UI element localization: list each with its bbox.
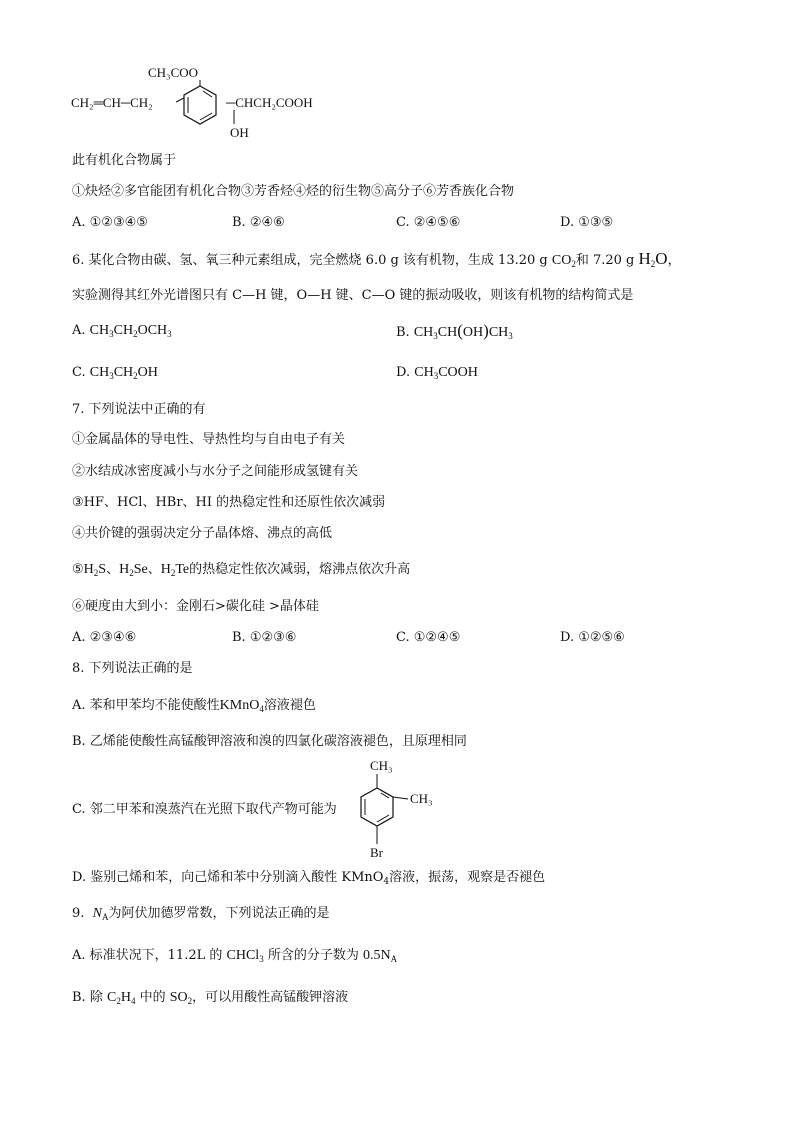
q6-option-b[interactable]: B. $CH_3CH(OH)CH_3$: [396, 321, 513, 341]
q7-statement-1: ①金属晶体的导电性、导热性均与自由电子有关: [72, 432, 346, 447]
q6-line2: 实验测得其红外光谱图只有 C—H 键，O—H 键、C—O 键的振动吸收，则该有机物的结构简式是: [72, 288, 634, 303]
structure2-bottom: Br: [370, 845, 383, 860]
structure2-right: CH₃: [410, 791, 433, 806]
structure-diagram-2: [350, 756, 450, 866]
q7-stem: 7. 下列说法中正确的有: [72, 402, 206, 417]
q5-option-b[interactable]: B. ②④⑥: [232, 215, 285, 230]
structure1-left: CH₂═CH─CH₂: [71, 95, 153, 110]
q7-option-d[interactable]: D. ①②⑤⑥: [560, 630, 625, 645]
benzene-ring-2: [361, 788, 393, 826]
q9-option-a[interactable]: A. 标准状况下，11.2L 的 CHCl$_3$ 所含的分子数为 $0.5N_A$: [72, 948, 398, 964]
q9-stem: 9. $N_A$为阿伏加德罗常数，下列说法正确的是: [72, 906, 330, 922]
q5-items: ①炔烃②多官能团有机化合物③芳香烃④烃的衍生物⑤高分子⑥芳香族化合物: [72, 184, 515, 199]
structure1-right: ─CHCH₂COOH: [226, 95, 313, 110]
q7-statement-6: ⑥硬度由大到小：金刚石>碳化硅 >晶体硅: [72, 599, 319, 614]
q5-option-d[interactable]: D. ①③⑤: [560, 215, 614, 230]
benzene-ring: [184, 86, 216, 124]
q5-stem: 此有机化合物属于: [72, 153, 177, 168]
q6-line1: 6. 某化合物由碳、氢、氧三种元素组成，完全燃烧 6.0 g 该有机物，生成 13.20 g $CO_2$和 7.20 g $H_2O$，: [72, 249, 681, 269]
q6-option-d[interactable]: D. $CH_3COOH$: [396, 365, 478, 381]
q7-option-b[interactable]: B. ①②③⑥: [232, 630, 297, 645]
q9-option-b[interactable]: B. 除 $C_2H_4$ 中的 $SO_2$，可以用酸性高锰酸钾溶液: [72, 990, 349, 1006]
q7-statement-5: $⑤H_2S$、$H_2Se$、$H_2Te$的热稳定性依次减弱，熔沸点依次升高: [72, 562, 411, 578]
q8-option-d[interactable]: D. 鉴别己烯和苯，向己烯和苯中分别滴入酸性 KMnO$_4$溶液，振荡，观察是否褪色: [72, 870, 546, 887]
q7-statement-3: ③HF、HCl、HBr、HI 的热稳定性和还原性依次减弱: [72, 495, 386, 510]
q8-option-a[interactable]: A. 苯和甲苯均不能使酸性KMnO$_4$溶液褪色: [72, 698, 316, 714]
q8-option-c[interactable]: C. 邻二甲苯和溴蒸汽在光照下取代产物可能为: [72, 802, 337, 817]
q5-option-a[interactable]: A. ①②③④⑤: [72, 215, 148, 230]
q8-option-b[interactable]: B. 乙烯能使酸性高锰酸钾溶液和溴的四氯化碳溶液褪色，且原理相同: [72, 734, 467, 749]
q7-option-c[interactable]: C. ①②④⑤: [396, 630, 461, 645]
q7-statement-2: ②水结成冰密度减小与水分子之间能形成氢键有关: [72, 464, 359, 479]
q6-option-c[interactable]: C. $CH_3CH_2OH$: [72, 365, 158, 381]
structure1-top: CH₃COO: [148, 65, 199, 80]
structure1-bottom: OH: [230, 125, 249, 140]
q7-option-a[interactable]: A. ②③④⑥: [72, 630, 137, 645]
q8-stem: 8. 下列说法正确的是: [72, 661, 193, 676]
structure2-top: CH₃: [370, 758, 393, 773]
q5-option-c[interactable]: C. ②④⑤⑥: [396, 215, 461, 230]
structure-diagram-1: [60, 58, 350, 148]
q7-statement-4: ④共价键的强弱决定分子晶体熔、沸点的高低: [72, 526, 333, 541]
q6-option-a[interactable]: A. $CH_3CH_2OCH_3$: [72, 323, 172, 339]
